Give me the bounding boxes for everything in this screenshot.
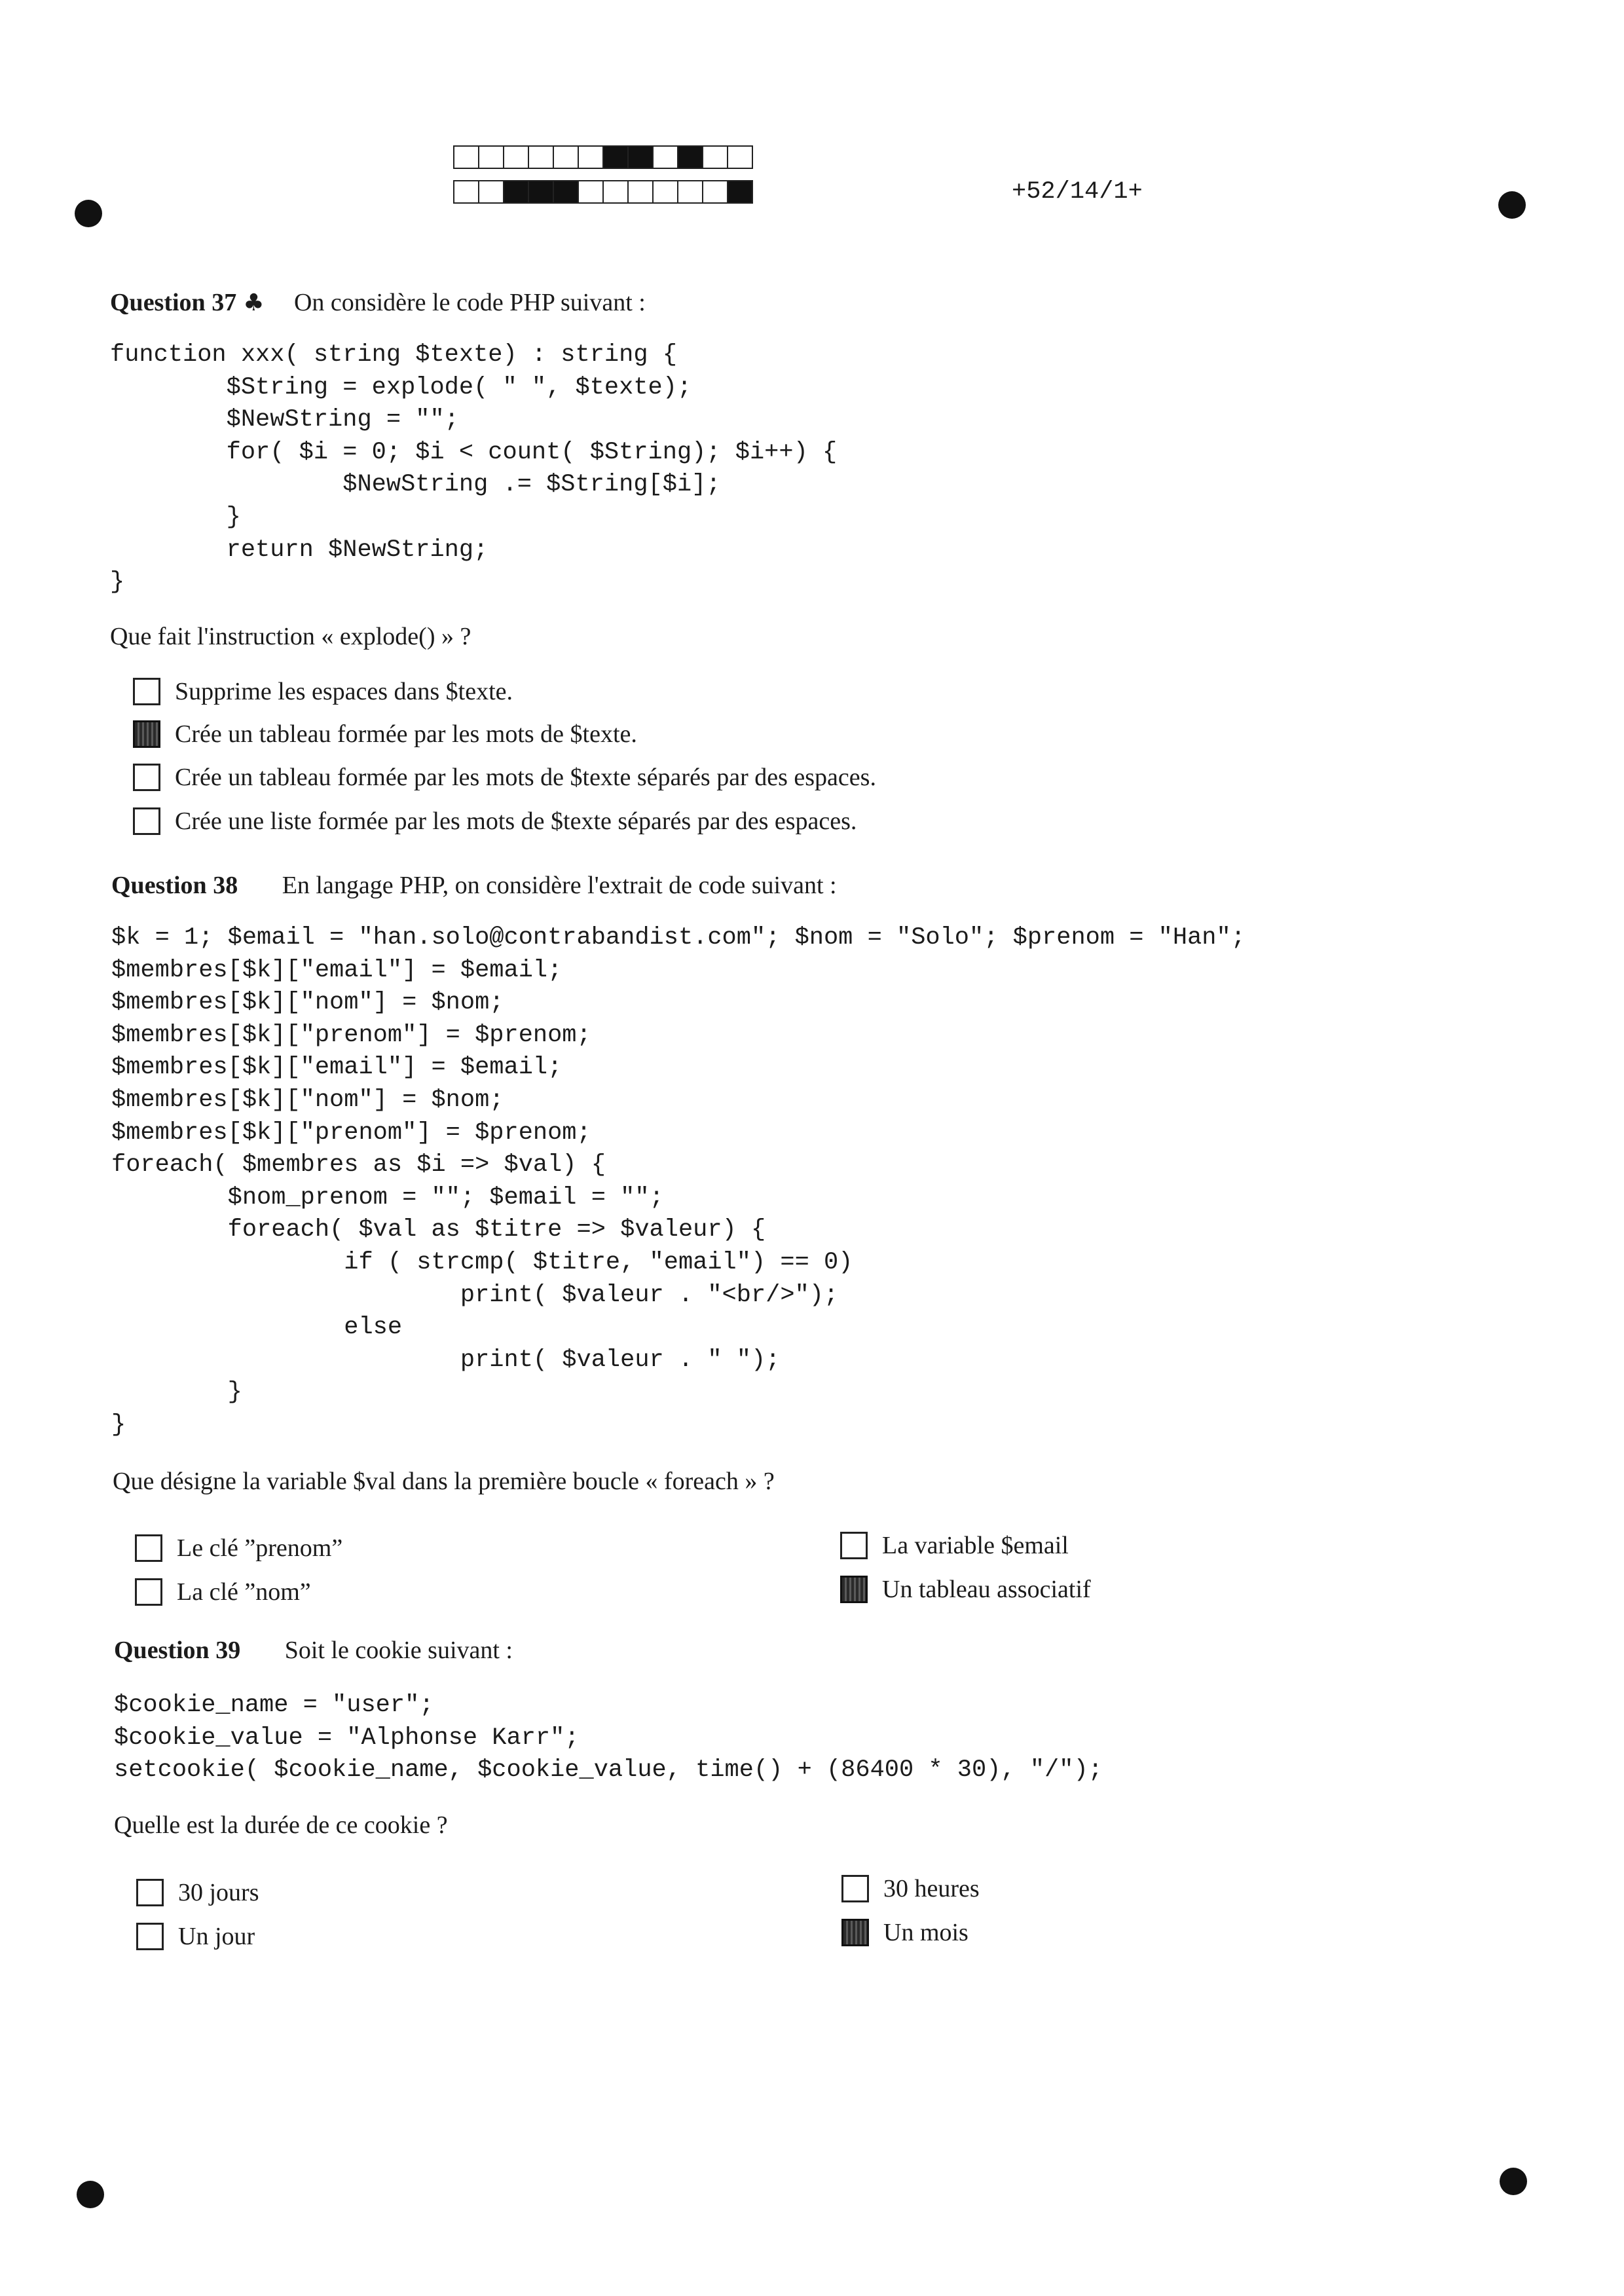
barcode-cell [727, 145, 753, 169]
q38-option-2[interactable] [135, 1576, 311, 1608]
q39-checkbox-2[interactable] [136, 1923, 164, 1950]
q38-option-4[interactable] [840, 1574, 1091, 1605]
barcode-cell [627, 180, 654, 204]
q39-option-4[interactable] [841, 1917, 969, 1948]
q38-checkbox-1[interactable] [135, 1534, 162, 1562]
question-38-intro: En langage PHP, on considère l'extrait de code suivant : [282, 872, 837, 899]
barcode-cell [677, 145, 703, 169]
barcode-cell [702, 180, 728, 204]
q39-option-3-label: 30 heures [883, 1875, 980, 1902]
q38-option-3-label: La variable $email [882, 1532, 1069, 1559]
question-38-label: Question 38 [111, 872, 238, 899]
question-38-prompt: Que désigne la variable $val dans la première boucle « foreach » ? [113, 1468, 775, 1495]
barcode-cell [602, 145, 629, 169]
barcode-cell [528, 180, 554, 204]
barcode-cell [553, 145, 579, 169]
q39-option-2-label: Un jour [178, 1923, 255, 1950]
question-39-code: $cookie_name = "user"; $cookie_value = "Alphonse Karr"; setcookie( $cookie_name, $cookie_value, time() + (86400 * 30), "/"); [114, 1692, 1103, 1785]
question-37-label: Question 37 [110, 289, 237, 316]
barcode-cell [602, 180, 629, 204]
barcode-cell [578, 145, 604, 169]
q38-option-4-label: Un tableau associatif [882, 1576, 1091, 1603]
q37-option-4[interactable] [133, 805, 857, 837]
q38-option-1[interactable] [135, 1532, 342, 1564]
barcode-cell [677, 180, 703, 204]
barcode-row-1 [453, 145, 752, 169]
question-38-title [111, 871, 837, 900]
question-37-code: function xxx( string $texte) : string { $String = explode( " ", $texte); $NewString = ""; for( $i = 0; $i < count( $String); $i++) { $NewString .= $String[$i]; } return $NewString; } [110, 341, 838, 597]
question-37-intro: On considère le code PHP suivant : [293, 289, 646, 316]
q37-checkbox-4[interactable] [133, 807, 160, 835]
barcode-cell [727, 180, 753, 204]
barcode-row-2 [453, 180, 752, 204]
q39-checkbox-3[interactable] [841, 1875, 869, 1902]
question-39-label: Question 39 [114, 1637, 241, 1664]
q37-checkbox-1[interactable] [133, 678, 160, 705]
barcode-cell [627, 145, 654, 169]
barcode-cell [578, 180, 604, 204]
question-37-title [110, 288, 646, 317]
q37-option-3[interactable] [133, 762, 876, 793]
page-id: +52/14/1+ [1012, 178, 1143, 206]
barcode-cell [652, 180, 678, 204]
question-39-intro: Soit le cookie suivant : [284, 1637, 513, 1664]
q37-checkbox-3[interactable] [133, 764, 160, 791]
q37-option-2[interactable] [133, 718, 637, 750]
question-38-code: $k = 1; $email = "han.solo@contrabandist.com"; $nom = "Solo"; $prenom = "Han"; $membres[$k]["email"] = $email; $membres[$k]["nom"] = $nom; $membres[$k]["prenom"] = $prenom; $membres[$k]["email"] = $email; $membres[$k]["nom"] = $nom; $membres[$k]["prenom"] = $prenom; foreach( $membres as $i => $val) { $nom_prenom = ""; $email = ""; foreach( $val as $titre => $valeur) { if ( strcmp( $titre, "email") == 0) print( $valeur . "<br/>"); else print( $valeur . " "); } } [111, 924, 1246, 1439]
q37-option-4-label: Crée une liste formée par les mots de $texte séparés par des espaces. [175, 807, 857, 835]
q37-option-2-label: Crée un tableau formée par les mots de $texte. [175, 720, 637, 748]
registration-mark-bottom-left [77, 2181, 104, 2208]
q38-option-1-label: Le clé ”prenom” [177, 1534, 343, 1562]
q38-checkbox-4[interactable] [840, 1576, 868, 1603]
question-39-prompt: Quelle est la durée de ce cookie ? [114, 1811, 448, 1839]
q38-option-2-label: La clé ”nom” [177, 1578, 311, 1606]
registration-mark-top-right [1498, 191, 1526, 219]
barcode-cell [453, 145, 479, 169]
q37-option-1-label: Supprime les espaces dans $texte. [175, 678, 513, 705]
barcode-cell [503, 180, 529, 204]
barcode-cell [453, 180, 479, 204]
barcode-cell [478, 180, 504, 204]
q37-option-1[interactable] [133, 676, 513, 707]
q39-option-3[interactable] [841, 1873, 980, 1904]
q37-checkbox-2[interactable] [133, 720, 160, 748]
q38-checkbox-2[interactable] [135, 1578, 162, 1606]
barcode-cell [652, 145, 678, 169]
registration-mark-bottom-right [1500, 2168, 1527, 2195]
barcode-cell [478, 145, 504, 169]
q37-option-3-label: Crée un tableau formée par les mots de $texte séparés par des espaces. [175, 764, 876, 791]
q39-option-2[interactable] [136, 1921, 255, 1952]
registration-mark-top-left [75, 200, 102, 227]
q38-checkbox-3[interactable] [840, 1532, 868, 1559]
q39-option-1[interactable] [136, 1877, 259, 1908]
q39-option-4-label: Un mois [883, 1919, 969, 1946]
barcode-cell [553, 180, 579, 204]
q39-checkbox-4[interactable] [841, 1919, 869, 1946]
q38-option-3[interactable] [840, 1530, 1069, 1561]
q39-option-1-label: 30 jours [178, 1879, 259, 1906]
clubs-icon: ♣ [243, 289, 265, 316]
barcode-cell [503, 145, 529, 169]
question-39-title [114, 1636, 513, 1665]
question-37-prompt: Que fait l'instruction « explode() » ? [110, 623, 471, 650]
barcode-cell [702, 145, 728, 169]
q39-checkbox-1[interactable] [136, 1879, 164, 1906]
barcode-cell [528, 145, 554, 169]
